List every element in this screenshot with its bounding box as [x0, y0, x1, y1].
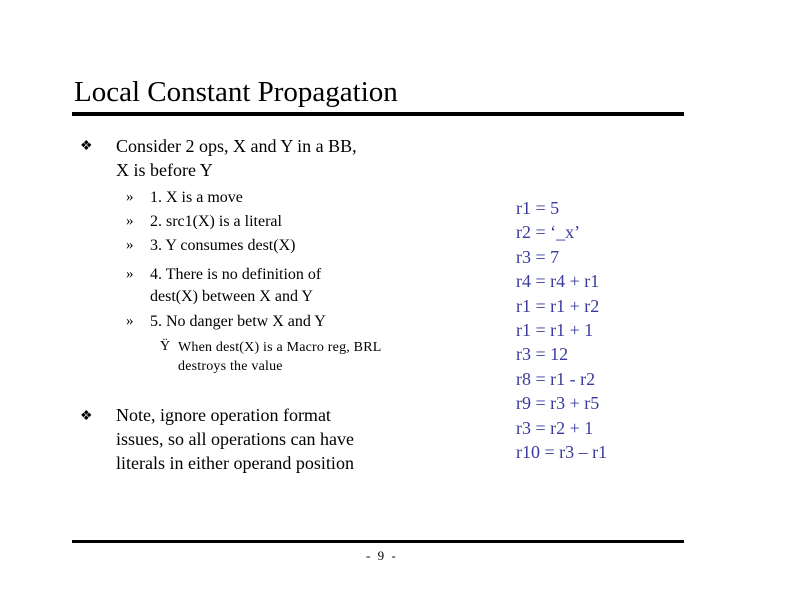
slide-title: Local Constant Propagation: [74, 76, 398, 108]
chevron-bullet-icon: »: [126, 266, 134, 282]
sub-bullet-text: 3. Y consumes dest(X): [150, 237, 296, 254]
code-line: r9 = r3 + r5: [516, 393, 600, 414]
diamond-bullet-icon: ❖: [80, 409, 93, 424]
chevron-bullet-icon: »: [126, 313, 134, 329]
code-line: r1 = r1 + 1: [516, 319, 594, 340]
code-line: r10 = r3 – r1: [516, 441, 608, 462]
sub-bullet-text: 4. There is no definition of dest(X) between X and Y: [150, 266, 322, 305]
dot-bullet-icon: Ÿ: [160, 339, 171, 354]
code-line: r2 = ‘_x’: [516, 222, 581, 243]
code-line: r3 = 12: [516, 344, 569, 365]
footer-divider: [72, 540, 684, 543]
sub-sub-bullet-text: When dest(X) is a Macro reg, BRL destroys the value: [178, 340, 381, 374]
sub-bullet-text: 5. No danger betw X and Y: [150, 313, 326, 330]
code-line: r3 = r2 + 1: [516, 417, 594, 438]
code-line: r8 = r1 - r2: [516, 368, 596, 389]
code-line: r3 = 7: [516, 246, 560, 267]
sub-bullet-text: 2. src1(X) is a literal: [150, 213, 282, 230]
bullet-text: Note, ignore operation format issues, so all operations can have literals in either operand position: [116, 405, 354, 473]
title-divider: [72, 112, 684, 116]
code-listing: [516, 196, 607, 464]
bullet-text: Consider 2 ops, X and Y in a BB, X is before Y: [116, 136, 357, 180]
diamond-bullet-icon: ❖: [80, 139, 93, 154]
code-line: r4 = r4 + r1: [516, 271, 600, 292]
page-number: - 9 -: [366, 548, 398, 563]
code-line: r1 = r1 + r2: [516, 295, 600, 316]
chevron-bullet-icon: »: [126, 237, 134, 253]
chevron-bullet-icon: »: [126, 213, 134, 229]
sub-bullet-text: 1. X is a move: [150, 189, 243, 206]
chevron-bullet-icon: »: [126, 189, 134, 205]
code-line: r1 = 5: [516, 198, 560, 218]
